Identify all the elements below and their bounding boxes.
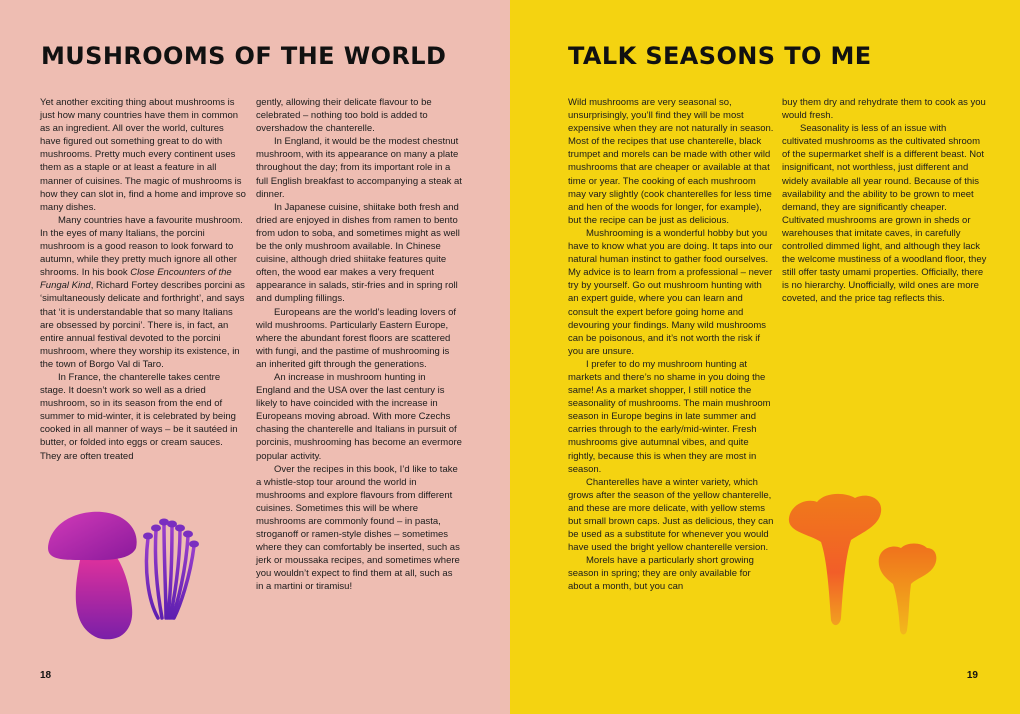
page-heading: MUSHROOMS OF THE WORLD xyxy=(41,42,447,70)
paragraph: In France, the chanterelle takes centre stage. It doesn’t work so well as a dried mushroom, so in its season from the end of summer to mid-winter, it is celebrated by being cooked in all manner of ways – be it sautéed in butter, or folded into eggs or cream sauces. They are often treated xyxy=(40,371,238,462)
paragraph: Europeans are the world’s leading lovers of wild mushrooms. Particularly Eastern Europe, where the abundant forest floors are scattered with fungi, and the pastime of mushrooming is an inherited gift through the generations. xyxy=(256,306,457,370)
paragraph: Seasonality is less of an issue with cultivated mushrooms as the cultivated shroom of the supermarket shelf is a different beast. Not insignificant, not worthless, just different and widely available all year round. Because of this availability and the ability to be grown to meet demand, they are significantly cheaper. Cultivated mushrooms are grown in sheds or warehouses that imitate caves, in carefully controlled dimmed light, and although they lack the welcome mustiness of a woodland floor, they still offer tasty umami properties. Officially, there is no hierarchy. Unofficially, wild ones are more coveted, and the price tag reflects this. xyxy=(782,123,987,305)
paragraph: Yet another exciting thing about mushrooms is just how many countries have them in common as an ingredient. All over the world, cultures have figured out something great to do with mushrooms. Pretty much every continent uses them as a staple or at least a feature in all manner of cuisines. The magic of mushrooms is how they can slot in, find a home and improve so many dishes. xyxy=(40,97,246,213)
book-title: Close Encounters of the Fungal Kind xyxy=(40,267,232,292)
text-column xyxy=(40,96,246,463)
paragraph: Morels have a particularly short growing season in spring; they are only available for about a month, but you can xyxy=(568,555,754,593)
paragraph: I prefer to do my mushroom hunting at markets and there’s no shame in you doing the same! As a market shopper, I still notice the seasonality of mushrooms. The main mushroom season in Europe begins in late summer and carries through to the early/mid-winter. Fresh mushrooms give autumnal vibes, and quite rightly, because this is when they are most in season. xyxy=(568,358,771,475)
paragraph: Many countries have a favourite mushroom. In the eyes of many Italians, the porcini mushroom is a good reason to look forward to autumn, while they pretty much ignore all other shrooms. In his book Close Encounters of the Fungal Kind, Richard Fortey describes porcini as ‘simultaneously delicate and forthright’, and says that ‘it is understandable that so many Italians are obsessed by porcini’. There is, in fact, an entire annual festival devoted to the porcini mushroom, where they worship its existence, in the town of Borgo Val di Taro. xyxy=(40,214,245,370)
paragraph: An increase in mushroom hunting in England and the USA over the last century is likely to have coincided with the increase in Europeans moving abroad. With more Czechs chasing the chanterelle and Italians in pursuit of porcinis, mushrooming has become an evermore popular activity. xyxy=(256,371,462,462)
enoki-icon xyxy=(146,524,194,618)
paragraph: In England, it would be the modest chestnut mushroom, with its appearance on many a plate throughout the day; from its important role in a full English breakfast to accompanying a steak at dinner. xyxy=(256,136,462,200)
chanterelle-large-icon xyxy=(789,494,881,625)
paragraph: Mushrooming is a wonderful hobby but you have to know what you are doing. It taps into our natural human instinct to gather food ourselves. My advice is to learn from a professional – never try by yourself. Go out mushroom hunting with an expert guide, where you can learn and consult the expert before going home and devouring your findings. Many wild mushrooms can be poisonous, and it’s not worth the risk if you are unsure. xyxy=(568,227,773,357)
porcini-icon xyxy=(48,512,137,639)
chanterelle-small-icon xyxy=(879,544,937,635)
paragraph: In Japanese cuisine, shiitake both fresh and dried are enjoyed in dishes from ramen to bento from udon to soba, and sometimes might as well be the only mushroom available. In Chinese cuisine, although dried shiitake features quite often, the wood ear makes a very frequent appearance in salads, stir-fries and in spring roll and dumpling fillings. xyxy=(256,201,460,305)
paragraph: Over the recipes in this book, I’d like to take a whistle-stop tour around the world in mushrooms and explore flavours from different cuisines. Sometimes this will be where mushrooms are commonly found – in pasta, stroganoff or ramen-style dishes – sometimes where they can comfortably be inserted, such as jerk or moussaka recipes, and sometimes where you wouldn’t expect to find them at all, such as in a martini or tiramisu! xyxy=(256,463,460,593)
text-column xyxy=(256,96,462,594)
paragraph: Chanterelles have a winter variety, which grows after the season of the yellow chanterelle, and these are more delicate, with yellow stems but small brown caps. Just as delicious, they can be used as a substitute for whenever you would have used the bright yellow chanterelle version. xyxy=(568,476,774,554)
paragraph: buy them dry and rehydrate them to cook as you would fresh. xyxy=(782,97,986,122)
paragraph: Wild mushrooms are very seasonal so, unsurprisingly, you’ll find they will be most expensive when they are not naturally in season. Most of the recipes that use chanterelle, black trumpet and morels can be made with other wild mushrooms that are cheaper or available at that time or year. The cooking of each mushroom may vary slightly (cook chanterelles for less time and hen of the woods for longer, for example), but the recipe can be just as delicious. xyxy=(568,97,774,226)
paragraph: gently, allowing their delicate flavour to be celebrated – nothing too bold is added to overshadow the chanterelle. xyxy=(256,97,432,135)
page-number: 18 xyxy=(40,670,52,681)
chanterelle-illustration xyxy=(785,488,965,648)
page-heading: TALK SEASONS TO ME xyxy=(568,42,872,70)
porcini-mushroom-illustration xyxy=(40,500,210,650)
text-column xyxy=(782,96,988,306)
page-number: 19 xyxy=(966,670,978,681)
right-page xyxy=(510,0,1020,714)
text-column xyxy=(568,96,774,594)
